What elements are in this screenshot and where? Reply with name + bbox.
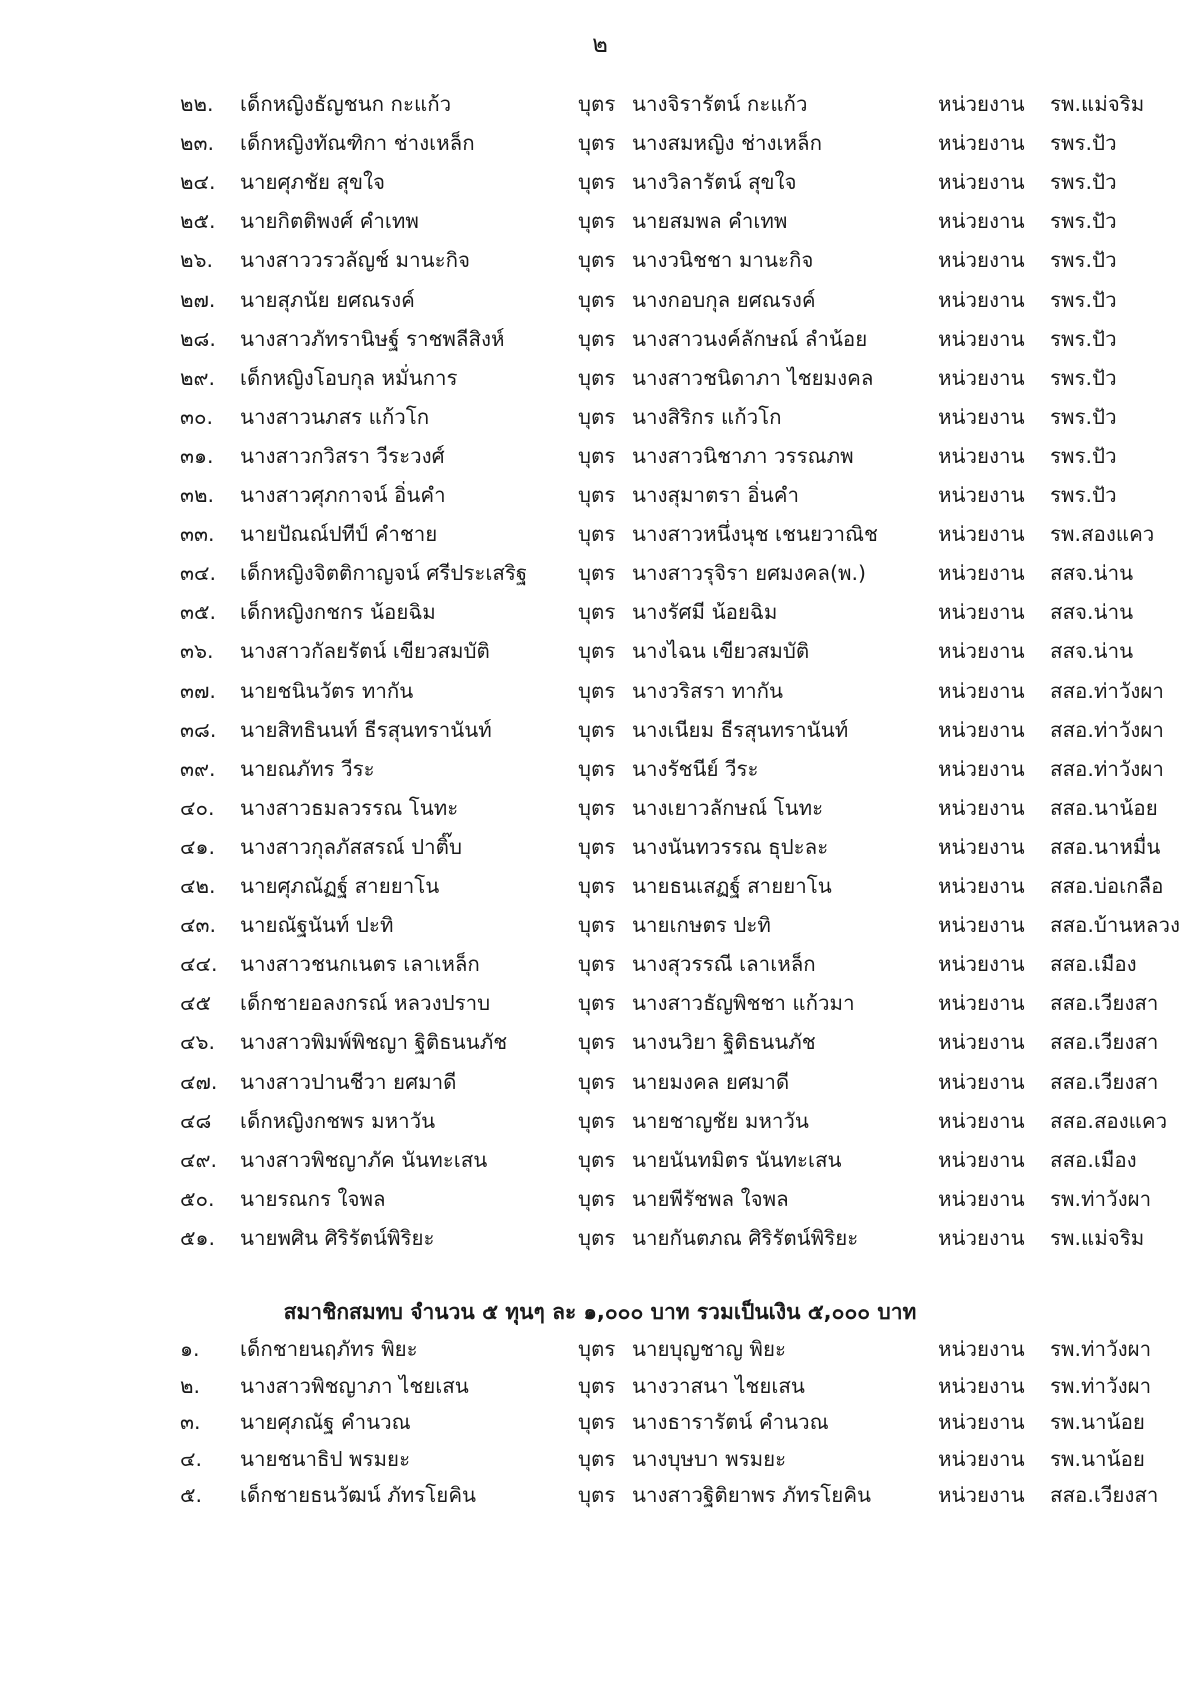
item-number: ๓๕. (180, 600, 217, 625)
parent-name: นายกันตภณ ศิริรัตน์พิริยะ (632, 1225, 859, 1250)
organization: รพ.แม่จริม (1050, 1225, 1145, 1250)
list-item (0, 282, 1200, 318)
recipient-name: นางสาวนภสร แก้วโก (240, 404, 430, 429)
item-number: ๔๐. (180, 795, 215, 820)
organization: รพ.นาน้อย (1050, 1410, 1145, 1434)
list-item (0, 555, 1200, 591)
recipient-name: นางสาวกุลภัสสรณ์ ปาติ๊บ (240, 834, 462, 859)
unit-label: หน่วยงาน (938, 522, 1025, 547)
relation: บุตร (578, 600, 616, 625)
relation: บุตร (578, 1410, 616, 1434)
list-item (0, 633, 1200, 669)
relation: บุตร (578, 874, 616, 898)
organization: รพร.ปัว (1050, 483, 1117, 507)
unit-label: หน่วยงาน (938, 1483, 1025, 1507)
recipient-name: นายณัฐนันท์ ปะทิ (240, 913, 394, 938)
unit-label: หน่วยงาน (938, 991, 1025, 1016)
unit-label: หน่วยงาน (938, 1147, 1025, 1172)
unit-label: หน่วยงาน (938, 92, 1025, 116)
organization: รพร.ปัว (1050, 170, 1117, 195)
list-item (0, 751, 1200, 787)
relation: บุตร (578, 1446, 616, 1471)
organization: สสอ.ท่าวังผา (1050, 717, 1164, 742)
item-number: ๓๓. (180, 522, 215, 547)
list-item (0, 1142, 1200, 1178)
recipient-name: นายรณกร ใจพล (240, 1186, 386, 1211)
relation: บุตร (578, 92, 616, 116)
relation: บุตร (578, 287, 616, 312)
parent-name: นางสาวหนึ่งนุช เชนยวาณิช (632, 522, 878, 547)
unit-label: หน่วยงาน (938, 1373, 1025, 1398)
relation: บุตร (578, 209, 616, 234)
recipient-name: นางสาววรวลัญช์ มานะกิจ (240, 248, 471, 273)
recipient-name: นายชนินวัตร ทากัน (240, 678, 414, 703)
relation: บุตร (578, 131, 616, 156)
organization: รพร.ปัว (1050, 365, 1117, 390)
unit-label: หน่วยงาน (938, 756, 1025, 781)
unit-label: หน่วยงาน (938, 287, 1025, 312)
item-number: ๔๗. (180, 1069, 218, 1094)
parent-name: นางรัชนีย์ วีระ (632, 756, 759, 781)
item-number: ๔. (180, 1446, 203, 1471)
list-item (0, 790, 1200, 826)
unit-label: หน่วยงาน (938, 404, 1025, 429)
relation: บุตร (578, 326, 616, 351)
item-number: ๓๐. (180, 404, 214, 429)
relation: บุตร (578, 1108, 616, 1133)
list-item (0, 868, 1200, 904)
recipient-name: นางสาวธมลวรรณ โนทะ (240, 795, 459, 820)
list-item (0, 985, 1200, 1021)
unit-label: หน่วยงาน (938, 1186, 1025, 1211)
parent-name: นางสาวฐิติยาพร ภัทรโยคิน (632, 1483, 872, 1507)
organization: สสจ.น่าน (1050, 600, 1134, 625)
organization: สสอ.เมือง (1050, 1147, 1137, 1172)
parent-name: นางธารารัตน์ คำนวณ (632, 1410, 829, 1434)
relation: บุตร (578, 365, 616, 390)
relation: บุตร (578, 952, 616, 977)
recipient-name: นายปัณณ์ปทีป์ คำชาย (240, 522, 438, 547)
recipient-name: เด็กหญิงจิตติกาญจน์ ศรีประเสริฐ (240, 561, 528, 586)
list-item (0, 1477, 1200, 1513)
relation: บุตร (578, 561, 616, 586)
relation: บุตร (578, 483, 616, 507)
list-item (0, 203, 1200, 239)
organization: สสอ.เวียงสา (1050, 1069, 1159, 1094)
organization: สสอ.บ้านหลวง (1050, 913, 1180, 938)
relation: บุตร (578, 170, 616, 195)
parent-name: นายชาญชัย มหาวัน (632, 1108, 809, 1133)
parent-name: นายธนเสฏฐ์ สายยาโน (632, 874, 832, 898)
item-number: ๓. (180, 1410, 201, 1434)
recipient-name: นางสาวศุภกาจน์ อิ่นคำ (240, 483, 446, 507)
recipient-name: นางสาวปานชีวา ยศมาดี (240, 1069, 457, 1094)
unit-label: หน่วยงาน (938, 600, 1025, 625)
list-item (0, 86, 1200, 122)
list-item (0, 477, 1200, 513)
unit-label: หน่วยงาน (938, 326, 1025, 351)
recipient-name: นายสิทธินนท์ ธีรสุนทรานันท์ (240, 717, 492, 742)
recipient-name: นางสาวกัลยรัตน์ เขียวสมบัติ (240, 639, 490, 664)
organization: รพร.ปัว (1050, 443, 1117, 468)
relation: บุตร (578, 1337, 616, 1361)
unit-label: หน่วยงาน (938, 365, 1025, 390)
item-number: ๓๘. (180, 717, 217, 742)
recipient-name: นางสาวกวิสรา วีระวงศ์ (240, 443, 445, 468)
item-number: ๒๘. (180, 326, 216, 351)
list-item (0, 1181, 1200, 1217)
unit-label: หน่วยงาน (938, 1108, 1025, 1133)
relation: บุตร (578, 248, 616, 273)
list-item (0, 321, 1200, 357)
item-number: ๔๑. (180, 834, 216, 859)
recipient-name: นายศุภชัย สุขใจ (240, 170, 386, 195)
relation: บุตร (578, 404, 616, 429)
list-item (0, 399, 1200, 435)
list-item (0, 242, 1200, 278)
organization: รพร.ปัว (1050, 326, 1117, 351)
item-number: ๒. (180, 1373, 201, 1398)
unit-label: หน่วยงาน (938, 561, 1025, 586)
item-number: ๕๐. (180, 1186, 215, 1211)
parent-name: นายสมพล คำเทพ (632, 209, 788, 234)
organization: รพร.ปัว (1050, 131, 1117, 156)
parent-name: นางสุวรรณี เลาเหล็ก (632, 952, 816, 977)
item-number: ๕. (180, 1483, 203, 1507)
recipient-name: นางสาวภัทรานิษฐ์ ราชพลีสิงห์ (240, 326, 505, 351)
recipient-name: เด็กชายนฤภัทร พิยะ (240, 1337, 418, 1361)
list-item (0, 1220, 1200, 1256)
unit-label: หน่วยงาน (938, 717, 1025, 742)
item-number: ๓๗. (180, 678, 216, 703)
unit-label: หน่วยงาน (938, 483, 1025, 507)
parent-name: นางวนิชชา มานะกิจ (632, 248, 814, 273)
list-item (0, 1331, 1200, 1367)
organization: สสจ.น่าน (1050, 561, 1134, 586)
relation: บุตร (578, 443, 616, 468)
item-number: ๔๕ (180, 991, 212, 1016)
list-item (0, 125, 1200, 161)
parent-name: นางสาวรุจิรา ยศมงคล(พ.) (632, 561, 866, 586)
relation: บุตร (578, 1483, 616, 1507)
item-number: ๔๔. (180, 952, 218, 977)
unit-label: หน่วยงาน (938, 913, 1025, 938)
unit-label: หน่วยงาน (938, 1030, 1025, 1055)
parent-name: นางบุษบา พรมยะ (632, 1446, 787, 1471)
unit-label: หน่วยงาน (938, 834, 1025, 859)
organization: สสอ.นาหมื่น (1050, 834, 1161, 859)
relation: บุตร (578, 991, 616, 1016)
parent-name: นางวริสรา ทากัน (632, 678, 784, 703)
parent-name: นางเนียม ธีรสุนทรานันท์ (632, 717, 849, 742)
recipient-name: เด็กหญิงกชพร มหาวัน (240, 1108, 436, 1133)
organization: รพร.ปัว (1050, 209, 1117, 234)
parent-name: นางสาวธัญพิชชา แก้วมา (632, 991, 855, 1016)
list-item (0, 1368, 1200, 1404)
list-item (0, 1103, 1200, 1139)
relation: บุตร (578, 639, 616, 664)
parent-name: นางรัศมี น้อยฉิม (632, 600, 778, 625)
organization: รพ.สองแคว (1050, 522, 1155, 547)
recipient-name: เด็กหญิงธัญชนก กะแก้ว (240, 92, 452, 116)
unit-label: หน่วยงาน (938, 170, 1025, 195)
parent-name: นางนันทวรรณ ธุปะละ (632, 834, 829, 859)
relation: บุตร (578, 795, 616, 820)
unit-label: หน่วยงาน (938, 952, 1025, 977)
parent-name: นางสมหญิง ช่างเหล็ก (632, 131, 822, 156)
recipient-name: เด็กชายอลงกรณ์ หลวงปราบ (240, 991, 491, 1016)
relation: บุตร (578, 717, 616, 742)
item-number: ๒๔. (180, 170, 216, 195)
list-item (0, 438, 1200, 474)
list-item (0, 829, 1200, 865)
unit-label: หน่วยงาน (938, 1337, 1025, 1361)
organization: รพร.ปัว (1050, 287, 1117, 312)
item-number: ๒๒. (180, 92, 214, 116)
recipient-name: เด็กหญิงโอบกุล หมั่นการ (240, 365, 458, 390)
parent-name: นายมงคล ยศมาดี (632, 1069, 790, 1094)
unit-label: หน่วยงาน (938, 639, 1025, 664)
recipient-name: นางสาวพิมพ์พิชญา ฐิติธนนภัช (240, 1030, 508, 1055)
item-number: ๒๕. (180, 209, 216, 234)
parent-name: นางนวิยา ฐิติธนนภัช (632, 1030, 816, 1055)
relation: บุตร (578, 1186, 616, 1211)
unit-label: หน่วยงาน (938, 131, 1025, 156)
parent-name: นายพีรัชพล ใจพล (632, 1186, 789, 1211)
list-item (0, 516, 1200, 552)
unit-label: หน่วยงาน (938, 248, 1025, 273)
recipient-name: นายชนาธิป พรมยะ (240, 1446, 411, 1471)
unit-label: หน่วยงาน (938, 209, 1025, 234)
organization: รพ.นาน้อย (1050, 1446, 1145, 1471)
list-item (0, 164, 1200, 200)
recipient-name: นางสาวพิชญาภา ไชยเสน (240, 1373, 469, 1398)
parent-name: นางกอบกุล ยศณรงค์ (632, 287, 816, 312)
relation: บุตร (578, 834, 616, 859)
relation: บุตร (578, 756, 616, 781)
relation: บุตร (578, 1069, 616, 1094)
item-number: ๔๒. (180, 874, 216, 898)
item-number: ๓๖. (180, 639, 214, 664)
recipient-name: นางสาวชนกเนตร เลาเหล็ก (240, 952, 480, 977)
organization: สสจ.น่าน (1050, 639, 1134, 664)
parent-name: นายนันทมิตร นันทะเสน (632, 1147, 842, 1172)
parent-name: นางสุมาตรา อิ่นคำ (632, 483, 799, 507)
organization: สสอ.ท่าวังผา (1050, 756, 1164, 781)
parent-name: นางสาวชนิดาภา ไชยมงคล (632, 365, 874, 390)
item-number: ๔๙. (180, 1147, 218, 1172)
list-item (0, 673, 1200, 709)
item-number: ๕๑. (180, 1225, 216, 1250)
item-number: ๒๙. (180, 365, 216, 390)
parent-name: นางสิริกร แก้วโก (632, 404, 782, 429)
item-number: ๓๙. (180, 756, 216, 781)
recipient-name: นายสุภนัย ยศณรงค์ (240, 287, 415, 312)
list-item (0, 907, 1200, 943)
organization: รพ.ท่าวังผา (1050, 1337, 1152, 1361)
unit-label: หน่วยงาน (938, 795, 1025, 820)
parent-name: นางสาวนงค์ลักษณ์ ลำน้อย (632, 326, 868, 351)
recipient-name: เด็กหญิงกชกร น้อยฉิม (240, 600, 436, 625)
recipient-name: นายกิตติพงศ์ คำเทพ (240, 209, 419, 234)
item-number: ๓๒. (180, 483, 215, 507)
organization: สสอ.ท่าวังผา (1050, 678, 1164, 703)
list-item (0, 712, 1200, 748)
parent-name: นางวิลารัตน์ สุขใจ (632, 170, 797, 195)
item-number: ๑. (180, 1337, 200, 1361)
list-item (0, 946, 1200, 982)
recipient-name: นายศุภณัฏฐ์ สายยาโน (240, 874, 440, 898)
parent-name: นางวาสนา ไชยเสน (632, 1373, 805, 1398)
list-item (0, 594, 1200, 630)
unit-label: หน่วยงาน (938, 1410, 1025, 1434)
list-item (0, 1404, 1200, 1440)
organization: สสอ.นาน้อย (1050, 795, 1158, 820)
list-item (0, 1441, 1200, 1477)
relation: บุตร (578, 1225, 616, 1250)
parent-name: นายเกษตร ปะทิ (632, 913, 771, 938)
recipient-name: นายศุภณัฐ คำนวณ (240, 1410, 411, 1434)
unit-label: หน่วยงาน (938, 1069, 1025, 1094)
organization: สสอ.บ่อเกลือ (1050, 874, 1164, 898)
item-number: ๒๓. (180, 131, 215, 156)
page-number: ๒ (592, 30, 608, 58)
organization: รพ.ท่าวังผา (1050, 1186, 1152, 1211)
organization: สสอ.สองแคว (1050, 1108, 1168, 1133)
recipient-name: นายพศิน ศิริรัตน์พิริยะ (240, 1225, 435, 1250)
unit-label: หน่วยงาน (938, 874, 1025, 898)
item-number: ๒๗. (180, 287, 216, 312)
recipient-name: เด็กชายธนวัฒน์ ภัทรโยคิน (240, 1483, 477, 1507)
relation: บุตร (578, 522, 616, 547)
relation: บุตร (578, 913, 616, 938)
parent-name: นางสาวนิชาภา วรรณภพ (632, 443, 854, 468)
item-number: ๔๓. (180, 913, 217, 938)
item-number: ๒๖. (180, 248, 214, 273)
organization: สสอ.เวียงสา (1050, 991, 1159, 1016)
unit-label: หน่วยงาน (938, 1225, 1025, 1250)
parent-name: นางจิรารัตน์ กะแก้ว (632, 92, 808, 116)
relation: บุตร (578, 1147, 616, 1172)
parent-name: นางไฉน เขียวสมบัติ (632, 639, 810, 664)
organization: รพร.ปัว (1050, 404, 1117, 429)
parent-name: นางเยาวลักษณ์ โนทะ (632, 795, 824, 820)
organization: สสอ.เวียงสา (1050, 1030, 1159, 1055)
list-item (0, 1024, 1200, 1060)
unit-label: หน่วยงาน (938, 443, 1025, 468)
relation: บุตร (578, 1373, 616, 1398)
item-number: ๓๑. (180, 443, 214, 468)
unit-label: หน่วยงาน (938, 1446, 1025, 1471)
item-number: ๔๖. (180, 1030, 216, 1055)
section-header-associate-members: สมาชิกสมทบ จำนวน ๕ ทุนๆ ละ ๑,๐๐๐ บาท รวมเป็นเงิน ๕,๐๐๐ บาท (283, 1300, 917, 1324)
organization: รพ.แม่จริม (1050, 92, 1145, 116)
recipient-name: นางสาวพิชญาภัค นันทะเสน (240, 1147, 488, 1172)
parent-name: นายบุญชาญ พิยะ (632, 1337, 786, 1361)
organization: สสอ.เมือง (1050, 952, 1137, 977)
organization: สสอ.เวียงสา (1050, 1483, 1159, 1507)
item-number: ๓๔. (180, 561, 217, 586)
list-item (0, 1064, 1200, 1100)
recipient-name: เด็กหญิงทัณฑิกา ช่างเหล็ก (240, 131, 475, 156)
relation: บุตร (578, 1030, 616, 1055)
unit-label: หน่วยงาน (938, 678, 1025, 703)
organization: รพ.ท่าวังผา (1050, 1373, 1152, 1398)
item-number: ๔๘ (180, 1108, 212, 1133)
relation: บุตร (578, 678, 616, 703)
list-item (0, 360, 1200, 396)
organization: รพร.ปัว (1050, 248, 1117, 273)
recipient-name: นายณภัทร วีระ (240, 756, 375, 781)
